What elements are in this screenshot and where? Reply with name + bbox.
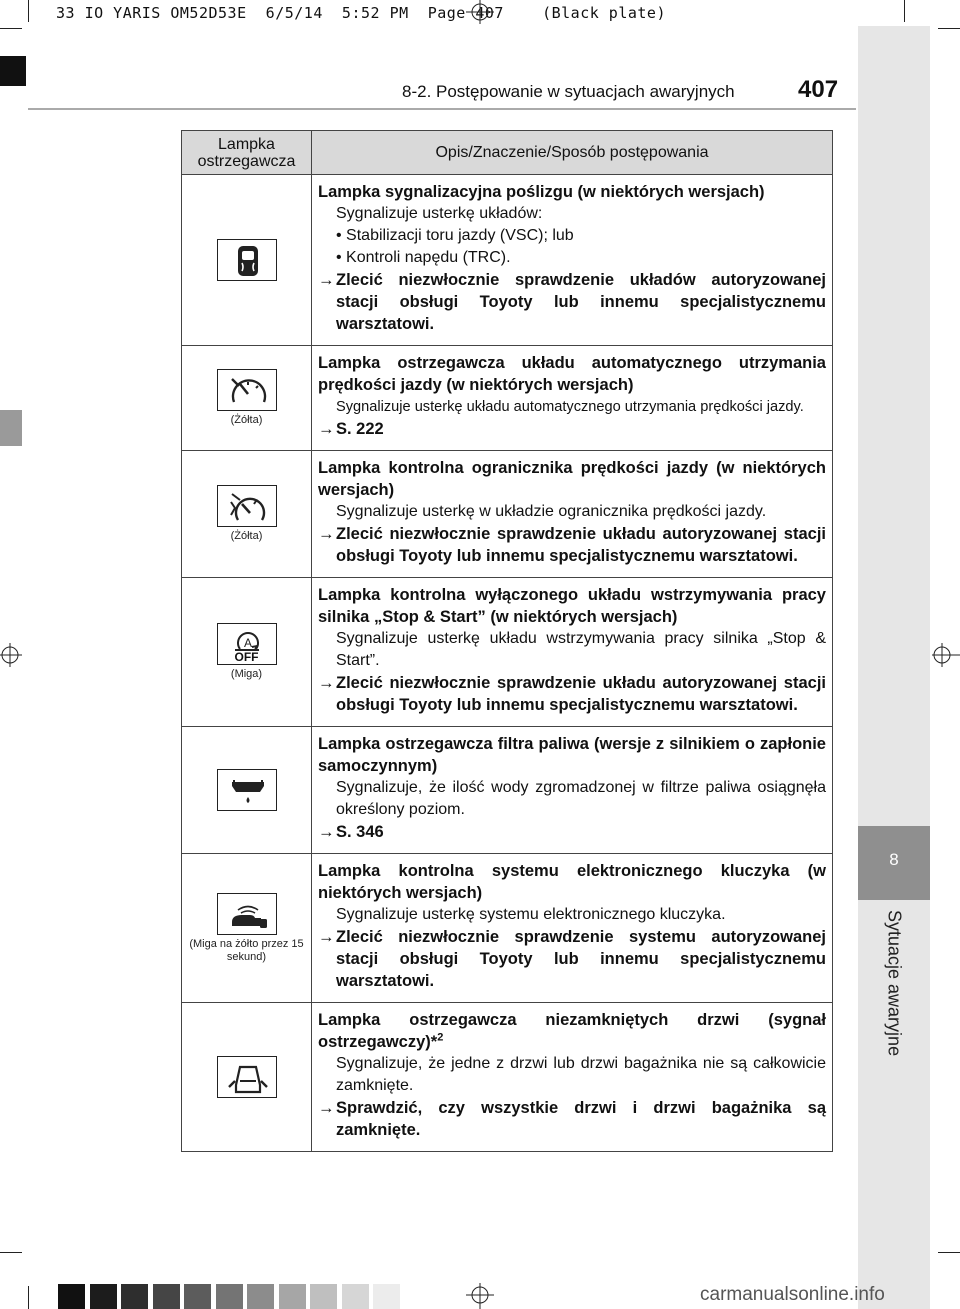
color-calibration-strip xyxy=(58,1284,405,1309)
description-cell xyxy=(312,175,833,346)
fuel-filter-warning-icon xyxy=(217,769,277,811)
chapter-number: 8 xyxy=(858,826,930,900)
warning-action xyxy=(318,1097,826,1141)
watermark: carmanualsonline.info xyxy=(700,1284,885,1305)
description-cell xyxy=(312,346,833,451)
warning-action-text: S. 222 xyxy=(336,420,384,438)
warning-description: • Kontroli napędu (TRC). xyxy=(336,249,511,266)
icon-cell xyxy=(182,175,312,346)
speed-limiter-indicator-icon xyxy=(217,485,277,527)
crop-mark xyxy=(28,0,29,22)
footnote-marker: 2 xyxy=(437,1031,444,1044)
color-swatch xyxy=(279,1284,306,1309)
warning-action-text: Sprawdzić, czy wszystkie drzwi i drzwi bagażnika są zamknięte. xyxy=(336,1099,826,1139)
arrow-icon: → xyxy=(318,1099,335,1117)
color-block xyxy=(0,56,26,86)
svg-text:A: A xyxy=(243,636,252,650)
crop-mark xyxy=(0,28,22,29)
warning-action xyxy=(318,418,826,440)
warning-title xyxy=(318,860,826,904)
description-cell xyxy=(312,451,833,578)
icon-note: (Żółta) xyxy=(230,414,263,426)
arrow-icon: → xyxy=(318,525,335,543)
crop-mark xyxy=(938,1252,960,1253)
registration-mark-icon xyxy=(0,635,40,675)
description-cell xyxy=(312,854,833,1003)
cruise-control-warning-icon xyxy=(217,369,277,411)
description-cell xyxy=(312,578,833,727)
warning-action-text: Zlecić niezwłocznie sprawdzenie układu autoryzowanej stacji obsługi Toyoty lub innemu specjalistycznemu warsztatowi. xyxy=(336,674,826,714)
warning-title-text: Lampka ostrzegawcza niezamkniętych drzwi (sygnał ostrzegawczy)* xyxy=(318,1011,826,1051)
table-row xyxy=(182,578,833,727)
color-swatch xyxy=(58,1284,85,1309)
warning-title-text: Lampka ostrzegawcza filtra paliwa (wersje z silnikiem o zapłonie samoczynnym) xyxy=(318,735,826,775)
icon-cell xyxy=(182,346,312,451)
color-swatch xyxy=(121,1284,148,1309)
chapter-side-tab xyxy=(858,26,930,1309)
warning-title-text: Lampka ostrzegawcza układu automatycznego utrzymania prędkości jazdy (w niektórych wersjach) xyxy=(318,354,826,394)
warning-action xyxy=(318,821,826,843)
description-cell xyxy=(312,1003,833,1152)
description-cell xyxy=(312,727,833,854)
color-swatch xyxy=(153,1284,180,1309)
column-header-description: Opis/Znaczenie/Sposób postępowania xyxy=(312,131,833,175)
table-row xyxy=(182,1003,833,1152)
icon-cell xyxy=(182,727,312,854)
warning-title xyxy=(318,1009,826,1053)
warning-description: Sygnalizuje usterkę systemu elektronicznego kluczyka. xyxy=(336,906,726,923)
crop-mark xyxy=(904,0,905,22)
warning-title-text: Lampka kontrolna ogranicznika prędkości jazdy (w niektórych wersjach) xyxy=(318,459,826,499)
warning-title xyxy=(318,584,826,628)
warning-description: Sygnalizuje usterkę układu automatycznego utrzymania prędkości jazdy. xyxy=(336,399,804,415)
warning-action xyxy=(318,672,826,716)
warning-action-text: Zlecić niezwłocznie sprawdzenie systemu autoryzowanej stacji obsługi Toyoty lub innemu specjalistycznemu warsztatowi. xyxy=(336,928,826,990)
table-row xyxy=(182,727,833,854)
warning-description: Sygnalizuje usterkę w układzie ogranicznika prędkości jazdy. xyxy=(336,503,767,520)
warning-description: • Stabilizacji toru jazdy (VSC); lub xyxy=(336,227,574,244)
header-rule xyxy=(28,108,856,110)
color-swatch xyxy=(342,1284,369,1309)
section-title: 8-2. Postępowanie w sytuacjach awaryjnych xyxy=(402,82,735,101)
warning-title xyxy=(318,457,826,501)
crop-mark xyxy=(28,1286,29,1309)
chapter-title xyxy=(872,910,916,1070)
warning-title xyxy=(318,352,826,396)
color-block xyxy=(0,410,22,446)
warning-action xyxy=(318,926,826,992)
page-number: 407 xyxy=(798,76,839,103)
icon-note: (Żółta) xyxy=(230,530,263,542)
crop-mark xyxy=(938,28,960,29)
warning-title-text: Lampka sygnalizacyjna poślizgu (w niektórych wersjach) xyxy=(318,183,765,201)
color-swatch xyxy=(247,1284,274,1309)
warning-action-text: S. 346 xyxy=(336,823,384,841)
table-row xyxy=(182,451,833,578)
arrow-icon: → xyxy=(318,271,335,289)
warning-action-text: Zlecić niezwłocznie sprawdzenie układów autoryzowanej stacji obsługi Toyoty lub innemu specjalistycznemu warsztatowi. xyxy=(336,271,826,333)
icon-cell xyxy=(182,854,312,1003)
arrow-icon: → xyxy=(318,928,335,946)
registration-mark-icon xyxy=(460,0,500,30)
warning-title-text: Lampka kontrolna wyłączonego układu wstrzymywania pracy silnika „Stop & Start” (w niektórych wersjach) xyxy=(318,586,826,626)
color-swatch xyxy=(373,1284,400,1309)
chapter-title-text: Sytuacje awaryjne xyxy=(884,910,905,1057)
icon-note: (Miga na żółto przez 15 sekund) xyxy=(189,937,304,963)
arrow-icon: → xyxy=(318,420,335,438)
warning-description: Sygnalizuje, że jedne z drzwi lub drzwi bagażnika nie są całkowicie zamknięte. xyxy=(336,1055,826,1094)
registration-mark-icon xyxy=(460,1279,500,1309)
arrow-icon: → xyxy=(318,823,335,841)
warning-lights-table xyxy=(181,130,833,1152)
icon-cell xyxy=(182,1003,312,1152)
warning-title-text: Lampka kontrolna systemu elektronicznego kluczyka (w niektórych wersjach) xyxy=(318,862,826,902)
warning-action-text: Zlecić niezwłocznie sprawdzenie układu autoryzowanej stacji obsługi Toyoty lub innemu specjalistycznemu warsztatowi. xyxy=(336,525,826,565)
warning-description: Sygnalizuje usterkę układu wstrzymywania pracy silnika „Stop & Start”. xyxy=(336,630,826,669)
stop-start-off-icon xyxy=(217,623,277,665)
arrow-icon: → xyxy=(318,674,335,692)
color-swatch xyxy=(216,1284,243,1309)
color-swatch xyxy=(184,1284,211,1309)
table-header-row xyxy=(182,131,833,175)
warning-action xyxy=(318,523,826,567)
icon-cell xyxy=(182,451,312,578)
icon-label: OFF xyxy=(234,650,259,664)
slip-indicator-icon xyxy=(217,239,277,281)
warning-description: Sygnalizuje usterkę układów: xyxy=(336,205,543,222)
icon-cell xyxy=(182,578,312,727)
print-header: 33 IO YARIS OM52D53E 6/5/14 5:52 PM Page 407 (Black plate) xyxy=(56,4,666,22)
warning-description: Sygnalizuje, że ilość wody zgromadzonej w filtrze paliwa osiągnęła określony poziom. xyxy=(336,779,826,818)
color-swatch xyxy=(310,1284,337,1309)
smart-key-indicator-icon xyxy=(217,893,277,935)
door-open-warning-icon xyxy=(217,1056,277,1098)
warning-title xyxy=(318,733,826,777)
table-row xyxy=(182,175,833,346)
table-row xyxy=(182,346,833,451)
column-header-icon: Lampka ostrzegawcza xyxy=(182,131,312,175)
warning-title xyxy=(318,181,826,203)
color-swatch xyxy=(90,1284,117,1309)
table-row xyxy=(182,854,833,1003)
warning-action xyxy=(318,269,826,335)
icon-note: (Miga) xyxy=(230,668,263,680)
crop-mark xyxy=(0,1252,22,1253)
